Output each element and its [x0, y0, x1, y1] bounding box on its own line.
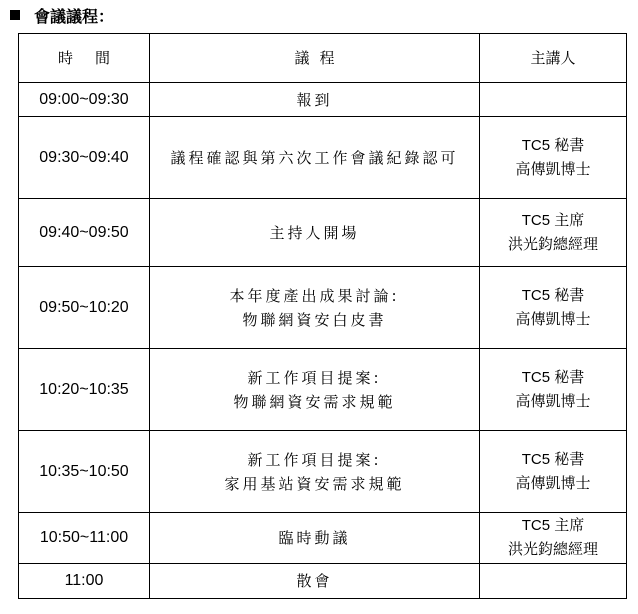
speaker-text: TC5 秘書 — [521, 286, 585, 304]
agenda-item-text: 新工作項目提案: — [247, 368, 382, 387]
agenda-item-cell — [150, 267, 480, 349]
agenda-item-cell — [150, 117, 480, 199]
agenda-row — [19, 564, 627, 599]
speaker-cell — [480, 349, 627, 431]
agenda-row — [19, 117, 627, 199]
time-cell: 09:50~10:20 — [19, 267, 150, 349]
agenda-item-text: 本年度產出成果討論: — [229, 286, 400, 305]
agenda-item-text: 物聯網資安白皮書 — [242, 310, 387, 329]
agenda-item-text: 主持人開場 — [269, 223, 360, 242]
time-cell: 11:00 — [19, 564, 150, 599]
header-time: 時間 — [19, 34, 150, 83]
speaker-text: 洪光鈞總經理 — [507, 235, 598, 253]
speaker-cell — [480, 83, 627, 117]
header-agenda: 議程 — [150, 34, 480, 83]
speaker-cell — [480, 564, 627, 599]
time-cell: 09:30~09:40 — [19, 117, 150, 199]
agenda-item-text: 家用基站資安需求規範 — [224, 474, 405, 493]
agenda-item-cell — [150, 513, 480, 564]
agenda-item-cell — [150, 564, 480, 599]
speaker-text: 高傳凱博士 — [515, 474, 591, 492]
agenda-item-text: 散會 — [296, 572, 333, 590]
header-row — [19, 34, 627, 83]
time-cell: 10:20~10:35 — [19, 349, 150, 431]
time-cell: 09:40~09:50 — [19, 199, 150, 267]
speaker-text: TC5 秘書 — [521, 136, 585, 154]
speaker-cell — [480, 267, 627, 349]
agenda-row — [19, 83, 627, 117]
agenda-item-text: 議程確認與第六次工作會議紀錄認可 — [170, 148, 459, 167]
agenda-item-text: 臨時動議 — [278, 529, 351, 547]
speaker-text: TC5 主席 — [521, 517, 585, 534]
agenda-item-cell — [150, 431, 480, 513]
agenda-row — [19, 349, 627, 431]
agenda-row — [19, 199, 627, 267]
agenda-row — [19, 513, 627, 564]
agenda-item-text: 報到 — [296, 90, 333, 109]
agenda-row — [19, 267, 627, 349]
time-cell: 09:00~09:30 — [19, 83, 150, 117]
speaker-cell — [480, 431, 627, 513]
section-title: 會議議程： — [34, 6, 115, 26]
speaker-text: 洪光鈞總經理 — [507, 541, 598, 558]
speaker-cell — [480, 117, 627, 199]
speaker-cell — [480, 199, 627, 267]
time-cell: 10:35~10:50 — [19, 431, 150, 513]
speaker-cell — [480, 513, 627, 564]
section-heading — [10, 4, 114, 26]
speaker-text: 高傳凱博士 — [515, 160, 591, 178]
header-speaker: 主講人 — [480, 34, 627, 83]
agenda-row — [19, 431, 627, 513]
speaker-text: TC5 主席 — [521, 211, 585, 229]
agenda-item-cell — [150, 83, 480, 117]
agenda-item-cell — [150, 199, 480, 267]
speaker-text: 高傳凱博士 — [515, 310, 591, 328]
speaker-text: 高傳凱博士 — [515, 392, 591, 410]
time-cell: 10:50~11:00 — [19, 513, 150, 564]
agenda-item-text: 物聯網資安需求規範 — [233, 392, 396, 411]
square-bullet-icon — [10, 10, 20, 20]
agenda-table — [18, 33, 627, 599]
speaker-text: TC5 秘書 — [521, 450, 585, 468]
agenda-item-cell — [150, 349, 480, 431]
speaker-text: TC5 秘書 — [521, 368, 585, 386]
agenda-item-text: 新工作項目提案: — [247, 450, 382, 469]
